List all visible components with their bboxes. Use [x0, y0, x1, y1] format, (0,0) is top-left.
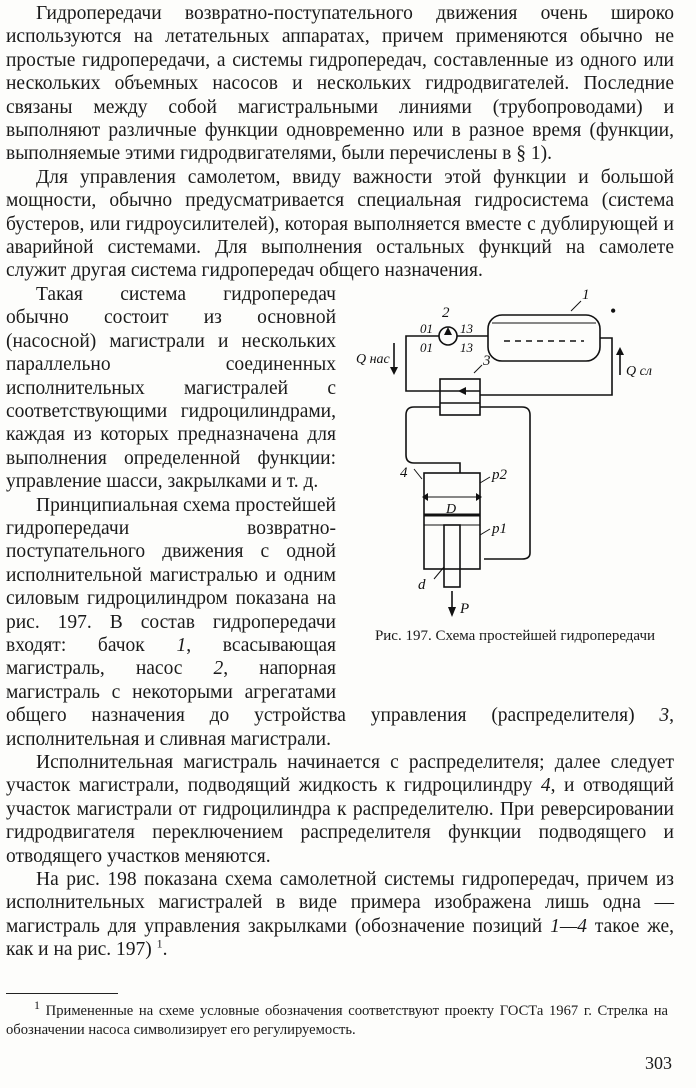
force-arrow-icon: [448, 607, 456, 617]
footnote-ref: 1: [156, 936, 163, 951]
p6-text-b: такое же, как и на рис. 197): [6, 915, 674, 961]
paragraph-1: Гидропередачи возвратно-поступательного движения очень широко используются на летательных аппаратах, причем применяются обычно не простые гидропередачи, а системы гидропередач, составленные из одного или нескольких объемных насосов и нескольких гидродвигателей. Последние связаны между собой магистральными линиями (трубопроводами) и выполняют различные функции одновременно или в разное время (функции, выполняемые этими гидродвигателями, были перечислены в § 1).: [6, 3, 674, 165]
footnote-divider: [6, 993, 118, 994]
label-p1: p1: [492, 520, 507, 537]
page-number: 303: [645, 1053, 672, 1073]
label-d: d: [418, 576, 426, 593]
q-drain-arrow-icon: [616, 347, 624, 355]
footnote: [6, 998, 668, 1040]
label-1: 1: [582, 286, 590, 303]
p5-ref-4: 4: [540, 775, 551, 797]
p4-text-d: , исполнительная и сливная магистрали.: [6, 705, 674, 750]
figure-caption: Рис. 197. Схема простейшей гидропередачи: [374, 627, 656, 644]
p4-text-b: , всасывающая магистраль, насос: [6, 634, 337, 680]
leader-4: [414, 469, 422, 479]
footnote-text: Примененные на схеме условные обозначения соответствуют проекту ГОСТа 1967 г. Стрелка на обозначении насоса символизирует его регулируемость.: [6, 1003, 668, 1038]
tank-shape: [488, 315, 600, 361]
label-13-bottom: 13: [460, 339, 473, 355]
leader-p1: [480, 529, 490, 535]
footnote-mark: 1: [34, 998, 40, 1013]
p6-ref-range: 1—4: [550, 915, 587, 937]
p5-text-b: , и отводящий участок магистрали от гидроцилиндра к распределителю. При реверсировании гидродвигателя переключением распределителя функции подводящего и отводящего участков меняются.: [6, 775, 674, 867]
d-arrow-left-icon: [422, 493, 428, 501]
leader-1: [571, 301, 581, 311]
paragraph-6: [6, 868, 674, 962]
label-2: 2: [442, 304, 450, 321]
label-D: D: [446, 501, 457, 517]
label-4: 4: [400, 464, 408, 481]
hydraulic-scheme-diagram: [356, 283, 674, 623]
supply-line-to-cylinder: [406, 407, 460, 473]
distributor-box: [440, 379, 480, 415]
label-p2: p2: [492, 466, 507, 483]
paragraph-5: [6, 751, 674, 868]
paragraph-3: Такая система гидропередач обычно состоит из основной (насосной) магистрали и нескольких параллельно соединенных исполнительных магистралей с соответствующими гидроцилиндрами, каждая из которых предназначена для выполнения определенной функции: управление шасси, закрылками и т. д.: [6, 283, 336, 493]
paragraph-2-text: Для управления самолетом, ввиду важности этой функции и большой мощности, обычно предусматривается специальная гидросистема (система бустеров, или гидроусилителей), которая выполняется вместе с дублирующей и аварийной системами. Для выполнения остальных функций на самолете служит другая система гидропередач общего назначения.: [6, 166, 674, 282]
page-body: [6, 2, 674, 962]
p5-text-a: Исполнительная магистраль начинается с распределителя; далее следует участок магистрали, подводящий жидкость к гидроцилиндру: [6, 752, 674, 797]
paragraph-2: [6, 166, 674, 283]
piston-rod: [444, 525, 460, 587]
label-3: 3: [483, 352, 491, 369]
p4-ref-2: 2: [213, 658, 224, 680]
leader-p2: [480, 477, 490, 483]
p4-ref-1: 1: [176, 634, 187, 656]
p6-text-c: .: [162, 939, 168, 961]
p4-text-a: Принципиальная схема простейшей гидропередачи возвратно-поступательного движения с одной исполнительной магистралью и одним силовым гидроцилиндром показана на рис. 197. В состав гидропередачи входят: бачок: [6, 494, 336, 656]
q-pump-arrow-icon: [390, 367, 398, 375]
label-01-bottom: 01: [420, 339, 433, 355]
drain-line: [480, 338, 612, 395]
cylinder-body: [424, 473, 480, 569]
label-01-top: 01: [420, 320, 433, 336]
label-13-top: 13: [460, 320, 473, 336]
d-arrow-right-icon: [476, 493, 482, 501]
figure-197: [356, 283, 674, 685]
p4-ref-3: 3: [659, 705, 670, 727]
distributor-arrow-icon: [458, 387, 466, 395]
label-dot: •: [610, 300, 617, 321]
p6-text-a: На рис. 198 показана схема самолетной системы гидропередач, причем из исполнительных магистралей в виде примера изображена лишь одна — магистраль для управления закрылками (обозначение позиций: [6, 869, 674, 937]
label-q-pump: Q нас: [356, 351, 390, 367]
p4-text-c: , напорная магистраль с некоторыми агрегатами общего назначения до устройства управления (распределителя): [6, 658, 660, 727]
leader-3: [474, 365, 482, 373]
label-q-drain: Q сл: [626, 363, 652, 379]
label-P: P: [460, 600, 470, 617]
